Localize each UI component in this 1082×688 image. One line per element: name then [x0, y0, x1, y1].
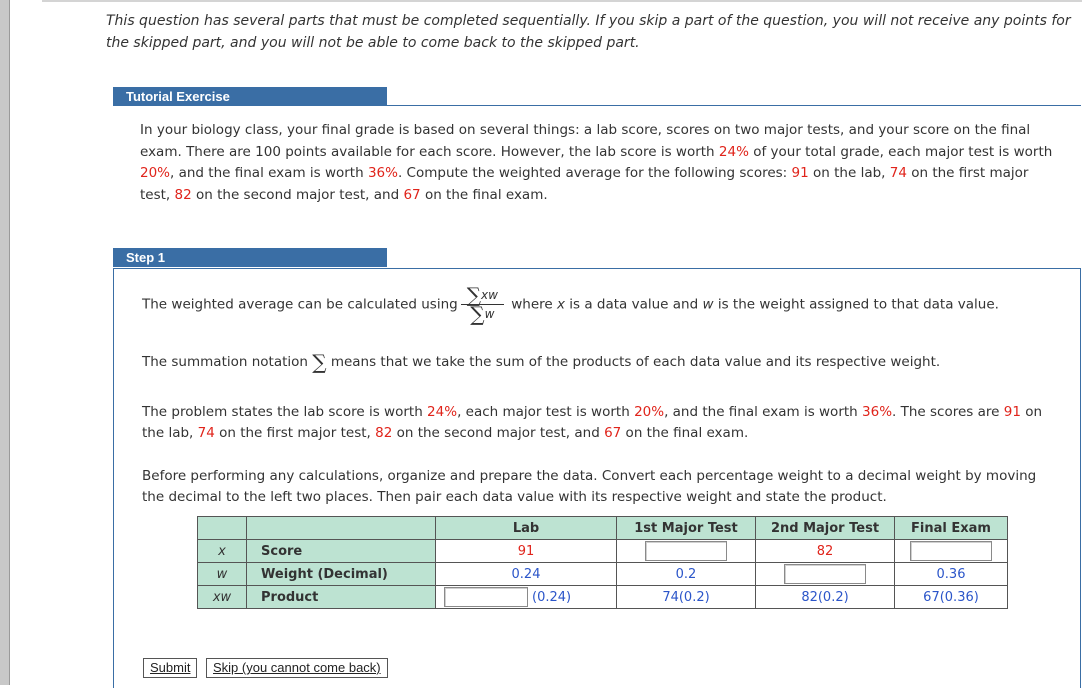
skip-button[interactable]: Skip (you cannot come back) — [206, 658, 388, 678]
test2-weight-input[interactable] — [784, 564, 866, 584]
table-row: x Score 91 82 — [198, 540, 1008, 563]
test1-score: 74 — [889, 165, 907, 181]
instruction-text: Before performing any calculations, organize and prepare the data. Convert each percentage weight to a decimal weight by moving the decimal to the left two places. Then pair each data value with its respective weight and state the product. — [142, 468, 1037, 505]
lab-weight: 24% — [718, 143, 749, 160]
problem-restatement: The problem states the lab score is worth 24%, each major test is worth 20%, and the final exam is worth 36%. The scores are 91 on the lab, 74 on the first major test, 82 on the second major test, and 67 on the final exam. — [142, 404, 1043, 441]
col-header-test1: 1st Major Test — [617, 517, 756, 540]
sigma-symbol: ∑ — [312, 350, 327, 374]
lab-product-weight: (0.24) — [532, 589, 572, 605]
left-rail — [0, 0, 9, 685]
table-header-row — [198, 517, 1008, 540]
left-rail-border — [9, 0, 10, 685]
test1-score-input[interactable] — [645, 541, 727, 561]
problem-statement: In your biology class, your final grade is based on several things: a lab score, scores on two major tests, and your score on the final exam. There are 100 points available for each score. However, the lab score is worth 24% of your total grade, each major test is worth 20%, and the final exam is worth 36%. Compute the weighted average for the following scores: 91 on the lab, 74 on the first major test, 82 on the second major test, and 67 on the final exam. — [140, 122, 1053, 203]
final-score: 67 — [403, 186, 421, 203]
lab-product-input[interactable] — [444, 587, 528, 607]
col-header-test2: 2nd Major Test — [756, 517, 895, 540]
final-score-input[interactable] — [910, 541, 992, 561]
sigma-symbol: ∑ — [470, 302, 485, 326]
col-header-final: Final Exam — [895, 517, 1008, 540]
sequential-notice: This question has several parts that must be completed sequentially. If you skip a part of the question, you will not receive any points for the skipped part, and you will not be able to come back to the skipped part. — [106, 13, 1071, 51]
test-weight: 20% — [140, 165, 171, 181]
test2-score: 82 — [174, 186, 192, 203]
weighted-average-fraction — [461, 283, 504, 326]
fraction-denominator: w — [484, 307, 495, 321]
tutorial-exercise-header: Tutorial Exercise — [113, 87, 387, 106]
fraction-numerator: xw — [481, 288, 498, 302]
tutorial-header-rule — [387, 105, 1081, 106]
summation-explanation: The summation notation ∑ means that we take the sum of the products of each data value and its respective weight. — [142, 350, 941, 374]
formula-lead: The weighted average can be calculated using — [142, 296, 458, 313]
table-row: xw Product (0.24) 74(0.2) 82(0.2) 67(0.36) — [198, 586, 1008, 609]
formula-line: The weighted average can be calculated using $\frac{\sum xw}{\sum w}$ where x is a data value and w is the weight assigned to that data value. — [142, 283, 999, 326]
table-row: w Weight (Decimal) 0.24 0.2 0.36 — [198, 563, 1008, 586]
final-weight: 36% — [367, 165, 398, 181]
step1-header: Step 1 — [113, 248, 387, 267]
lab-score: 91 — [791, 165, 809, 181]
sigma-symbol: ∑ — [466, 283, 482, 307]
weighted-data-table — [197, 516, 1008, 609]
top-divider — [42, 0, 1082, 2]
submit-button[interactable]: Submit — [143, 658, 197, 678]
col-header-lab: Lab — [436, 517, 617, 540]
